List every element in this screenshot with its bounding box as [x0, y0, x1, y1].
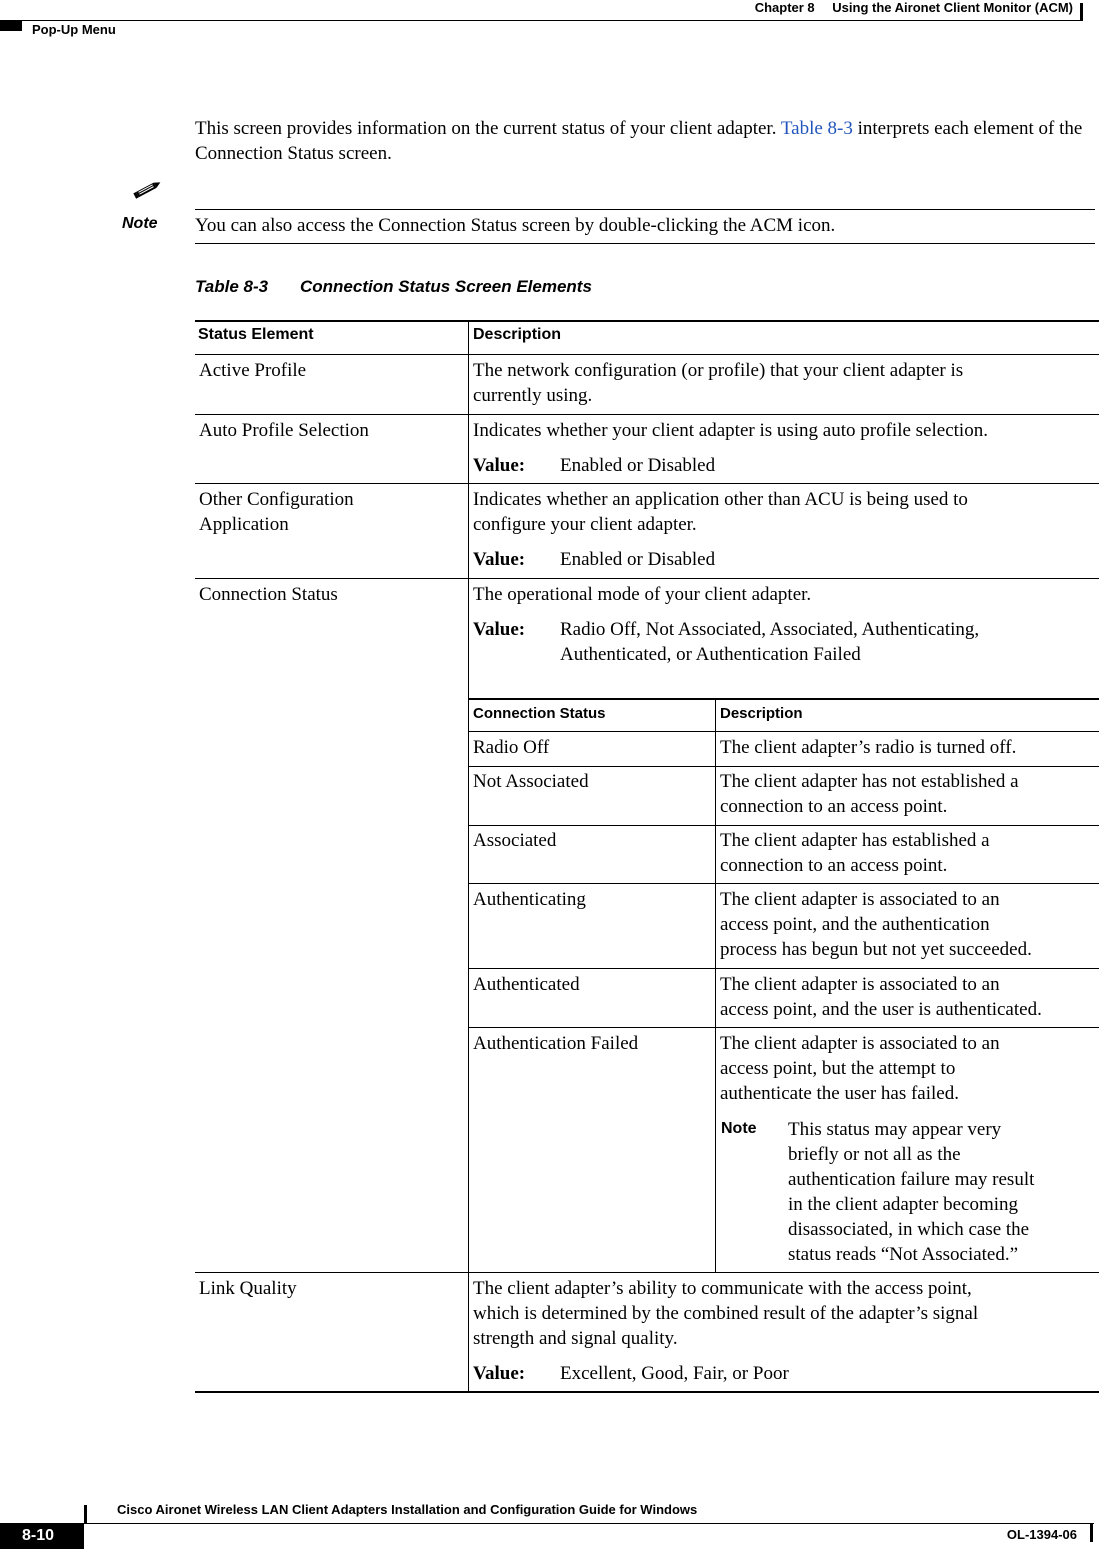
desc-link-quality-line2: which is determined by the combined result of the adapter’s signal — [473, 1303, 979, 1324]
value-connection-status-line2: Authenticated, or Authentication Failed — [560, 644, 861, 665]
row-rule — [195, 1272, 1099, 1273]
nested-header-description: Description — [720, 705, 803, 722]
nested-header-rule — [468, 731, 1099, 732]
nested-note-label: Note — [721, 1120, 757, 1137]
nested-note-line4: in the client adapter becoming — [788, 1194, 1019, 1215]
desc-authenticating-line1: The client adapter is associated to an — [720, 889, 1000, 910]
table-bottom-rule — [195, 1391, 1099, 1393]
desc-authenticating-line3: process has begun but not yet succeeded. — [720, 939, 1032, 960]
desc-associated-line2: connection to an access point. — [720, 855, 948, 876]
intro-text-end: interprets each element of the Connection Status screen. — [195, 118, 1083, 164]
footer-rule — [84, 1523, 1094, 1524]
value-connection-status-line1: Radio Off, Not Associated, Associated, Authenticating, — [560, 619, 980, 640]
desc-other-config-line1: Indicates whether an application other than ACU is being used to — [473, 489, 968, 510]
document-number: OL-1394-06 — [1006, 1527, 1077, 1542]
desc-authenticated-line1: The client adapter is associated to an — [720, 974, 1000, 995]
desc-not-associated-line1: The client adapter has not established a — [720, 771, 1019, 792]
value-other-config: Enabled or Disabled — [560, 549, 716, 570]
status-authenticated: Authenticated — [473, 974, 580, 995]
element-connection-status: Connection Status — [199, 584, 338, 605]
intro-paragraph — [195, 116, 1090, 166]
chapter-heading — [749, 0, 1073, 20]
nested-note-line6: status reads “Not Associated.” — [788, 1244, 1019, 1265]
value-auto-profile: Enabled or Disabled — [560, 455, 716, 476]
desc-authentication-failed-line2: access point, but the attempt to — [720, 1058, 956, 1079]
footer-tick — [84, 1505, 87, 1523]
note-label: Note — [122, 215, 158, 232]
column-header-status-element: Status Element — [198, 326, 314, 343]
status-associated: Associated — [473, 830, 557, 851]
row-rule — [195, 578, 1099, 579]
table-title: Connection Status Screen Elements — [300, 277, 592, 296]
nested-row-rule — [468, 766, 1099, 767]
value-link-quality: Excellent, Good, Fair, or Poor — [560, 1363, 789, 1384]
column-header-description: Description — [473, 326, 562, 343]
table-link[interactable]: Table 8-3 — [780, 118, 853, 139]
status-radio-off: Radio Off — [473, 737, 550, 758]
header-tick — [1080, 3, 1083, 21]
desc-not-associated-line2: connection to an access point. — [720, 796, 948, 817]
desc-authentication-failed-line1: The client adapter is associated to an — [720, 1033, 1000, 1054]
element-other-config-line2: Application — [199, 514, 289, 535]
desc-radio-off: The client adapter’s radio is turned off. — [720, 737, 1017, 758]
desc-active-profile-line2: currently using. — [473, 385, 593, 406]
element-other-config-line1: Other Configuration — [199, 489, 354, 510]
note-text: You can also access the Connection Status screen by double-clicking the ACM icon. — [195, 215, 836, 236]
note-bottom-rule — [195, 243, 1095, 244]
pencil-icon — [132, 177, 164, 201]
section-title: Pop-Up Menu — [32, 22, 116, 37]
value-label: Value: — [473, 549, 526, 570]
element-active-profile: Active Profile — [199, 360, 307, 381]
guide-title: Cisco Aironet Wireless LAN Client Adapters Installation and Configuration Guide for Windows — [117, 1502, 698, 1517]
chapter-number: Chapter 8 — [754, 0, 815, 15]
nested-row-rule — [468, 1027, 1099, 1028]
nested-note-line5: disassociated, in which case the — [788, 1219, 1030, 1240]
table-caption — [195, 277, 592, 297]
nested-note-line3: authentication failure may result — [788, 1169, 1035, 1190]
table-number: Table 8-3 — [195, 277, 269, 296]
row-rule — [195, 414, 1099, 415]
status-not-associated: Not Associated — [473, 771, 589, 792]
note-top-rule — [195, 209, 1095, 210]
nested-row-rule — [468, 968, 1099, 969]
desc-associated-line1: The client adapter has established a — [720, 830, 990, 851]
nested-note-line2: briefly or not all as the — [788, 1144, 961, 1165]
nested-note-line1: This status may appear very — [788, 1119, 1002, 1140]
value-label: Value: — [473, 1363, 526, 1384]
element-link-quality: Link Quality — [199, 1278, 297, 1299]
desc-authenticated-line2: access point, and the user is authenticated. — [720, 999, 1042, 1020]
header-block — [0, 20, 22, 31]
value-label: Value: — [473, 619, 526, 640]
table-top-rule — [195, 320, 1099, 322]
intro-text-start: This screen provides information on the current status of your client adapter. — [195, 118, 781, 139]
desc-connection-status: The operational mode of your client adapter. — [473, 584, 812, 605]
page-number: 8-10 — [22, 1527, 55, 1544]
value-label: Value: — [473, 455, 526, 476]
desc-link-quality-line3: strength and signal quality. — [473, 1328, 678, 1349]
desc-other-config-line2: configure your client adapter. — [473, 514, 697, 535]
desc-link-quality-line1: The client adapter’s ability to communicate with the access point, — [473, 1278, 972, 1299]
status-authentication-failed: Authentication Failed — [473, 1033, 639, 1054]
nested-table-top-rule — [468, 698, 1099, 700]
desc-active-profile-line1: The network configuration (or profile) that your client adapter is — [473, 360, 964, 381]
desc-auto-profile: Indicates whether your client adapter is using auto profile selection. — [473, 420, 988, 441]
table-header-rule — [195, 354, 1099, 355]
desc-authentication-failed-line3: authenticate the user has failed. — [720, 1083, 959, 1104]
footer-tick-right — [1090, 1524, 1093, 1542]
status-authenticating: Authenticating — [473, 889, 586, 910]
column-divider — [468, 320, 469, 1393]
row-rule — [195, 483, 1099, 484]
nested-row-rule — [468, 883, 1099, 884]
chapter-title: Using the Aironet Client Monitor (ACM) — [832, 0, 1073, 15]
nested-header-connection-status: Connection Status — [473, 705, 606, 722]
nested-row-rule — [468, 825, 1099, 826]
nested-column-divider — [715, 698, 716, 1272]
desc-authenticating-line2: access point, and the authentication — [720, 914, 990, 935]
element-auto-profile: Auto Profile Selection — [199, 420, 369, 441]
header-rule — [0, 20, 1080, 21]
